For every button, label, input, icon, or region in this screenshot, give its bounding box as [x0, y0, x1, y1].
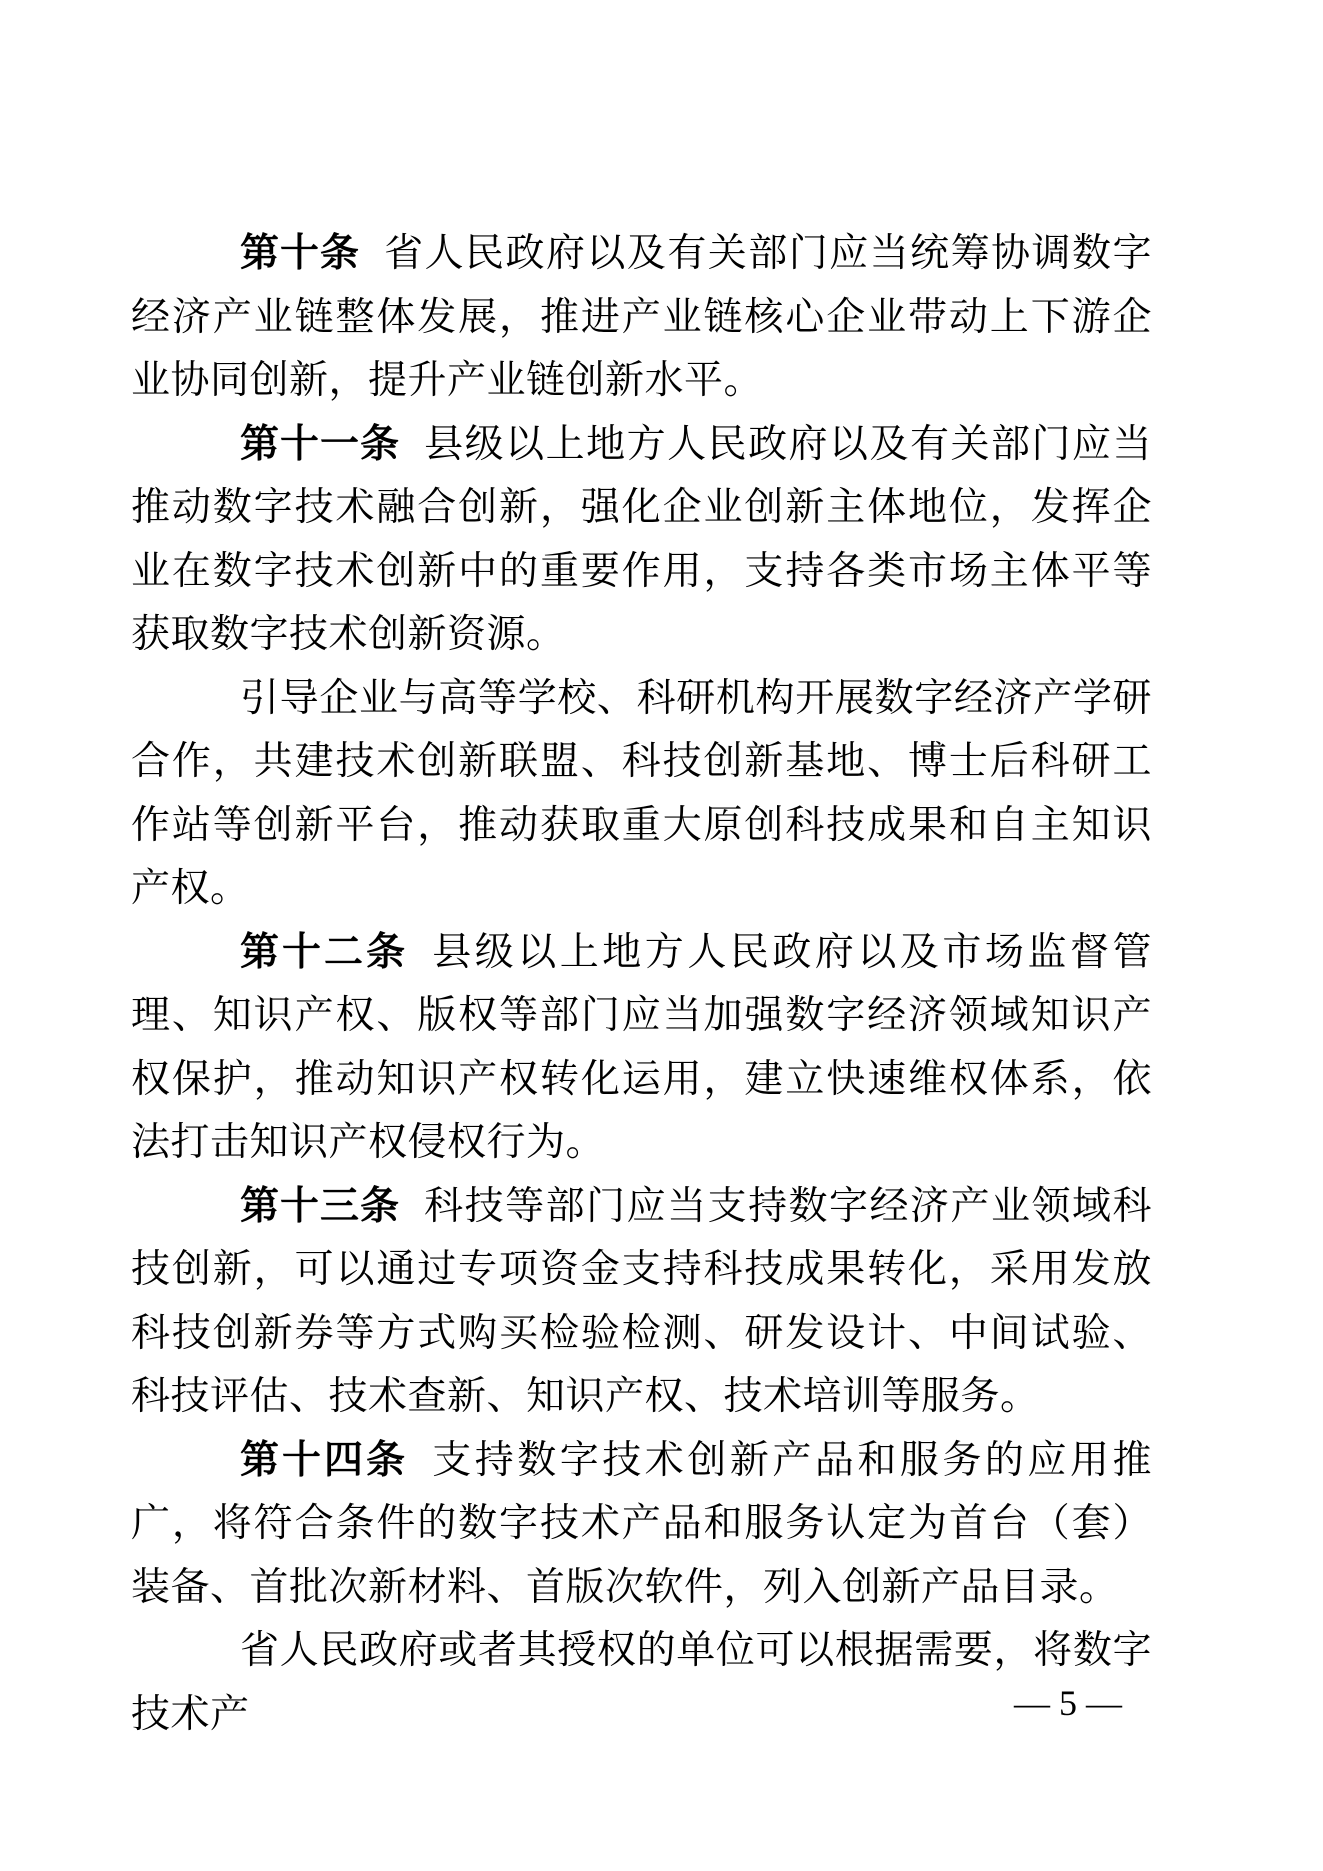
article-paragraph: [131, 1619, 1152, 1746]
article-text: 省人民政府或者其授权的单位可以根据需要，将数字技术产: [131, 1629, 1152, 1736]
article-number-heading: 第十四条: [240, 1438, 409, 1482]
article-text: 县级以上地方人民政府以及市场监督管理、知识产权、版权等部门应当加强数字经济领域知识产权保护，推动知识产权转化运用，建立快速维权体系，依法打击知识产权侵权行为。: [131, 930, 1152, 1164]
article-number-heading: 第十二条: [240, 930, 409, 974]
article-number-heading: 第十条: [240, 232, 360, 275]
article-text: 县级以上地方人民政府以及有关部门应当推动数字技术融合创新，强化企业创新主体地位，发挥企业在数字技术创新中的重要作用，支持各类市场主体平等获取数字技术创新资源。: [131, 422, 1152, 656]
page-number: — 5 —: [1014, 1683, 1122, 1723]
article-number-heading: 第十一条: [240, 422, 400, 466]
article-text: 省人民政府以及有关部门应当统筹协调数字经济产业链整体发展，推进产业链核心企业带动上下游企业协同创新，提升产业链创新水平。: [131, 232, 1152, 402]
article-text: 引导企业与高等学校、科研机构开展数字经济产学研合作，共建技术创新联盟、科技创新基地、博士后科研工作站等创新平台，推动获取重大原创科技成果和自主知识产权。: [131, 676, 1152, 910]
article-paragraph: [131, 921, 1152, 1175]
article-text: 科技等部门应当支持数字经济产业领域科技创新，可以通过专项资金支持科技成果转化，采用发放科技创新券等方式购买检验检测、研发设计、中间试验、科技评估、技术查新、知识产权、技术培训等服务。: [131, 1184, 1152, 1418]
article-paragraph: [131, 667, 1152, 921]
article-paragraph: [131, 1175, 1152, 1429]
document-body: [131, 222, 1152, 1746]
article-paragraph: [131, 1429, 1152, 1620]
article-text: 支持数字技术创新产品和服务的应用推广，将符合条件的数字技术产品和服务认定为首台（套）装备、首批次新材料、首版次软件，列入创新产品目录。: [131, 1438, 1152, 1609]
article-paragraph: [131, 413, 1152, 667]
article-number-heading: 第十三条: [240, 1184, 400, 1228]
article-paragraph: [131, 222, 1152, 413]
